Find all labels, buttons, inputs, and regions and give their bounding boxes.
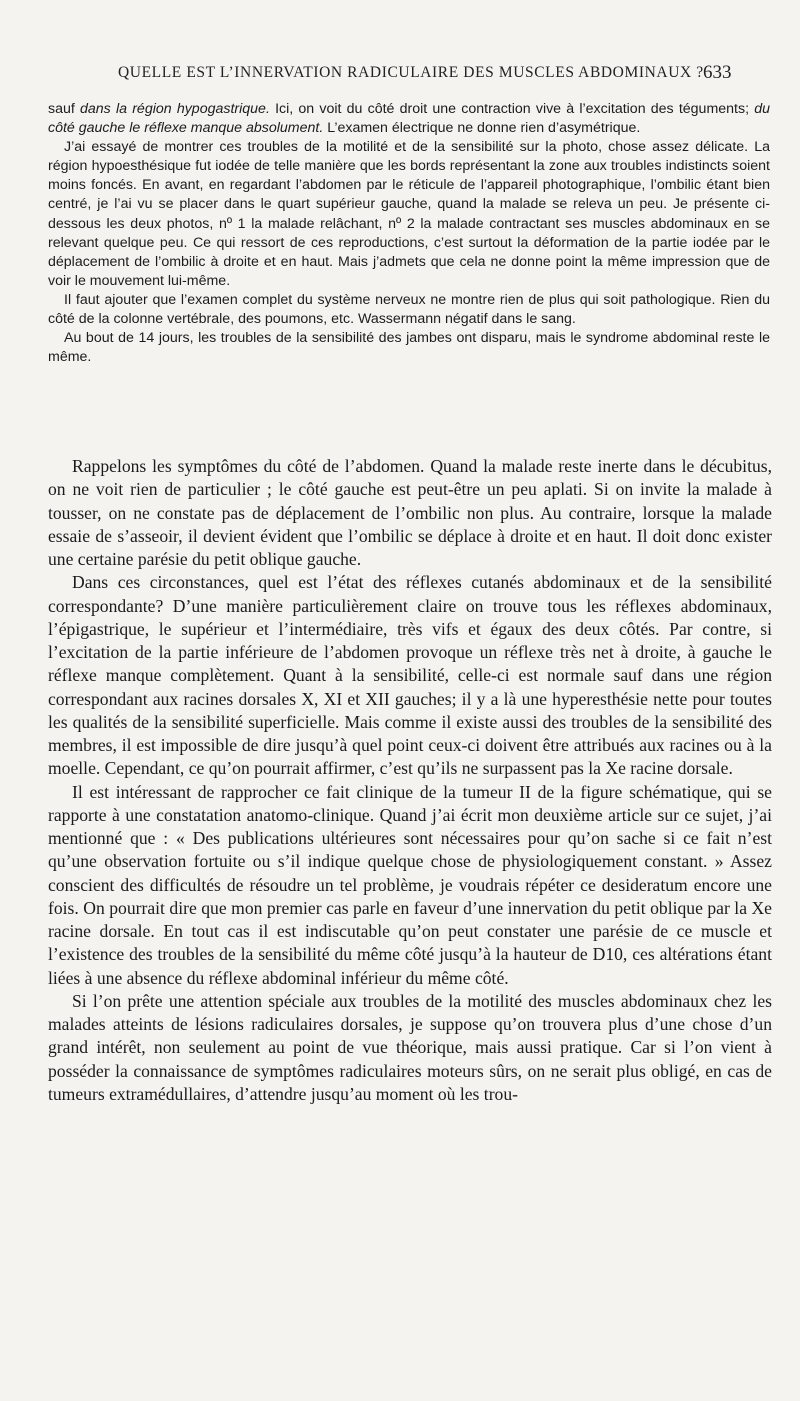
small-paragraph-4: Au bout de 14 jours, les troubles de la sensibilité des jambes ont disparu, mais le syndrome abdominal reste le même. xyxy=(48,330,770,366)
case-report-block xyxy=(48,100,770,367)
small-paragraph-3: Il faut ajouter que l’examen complet du système nerveux ne montre rien de plus qui soit pathologique. Rien du côté de la colonne vertébrale, des poumons, etc. Wassermann négatif dans le sang. xyxy=(48,291,770,328)
small-paragraph-1-pre: sauf xyxy=(48,101,81,117)
small-paragraph-1 xyxy=(48,100,770,138)
main-paragraph-1: Rappelons les symptômes du côté de l’abdomen. Quand la malade reste inerte dans le décubitus, on ne voit rien de particulier ; le côté gauche est peut-être un peu aplati. Si on invite la malade à tousser, on ne constate pas de déplacement de l’ombilic non plus. Au contraire, lorsque la malade essaie de s’asseoir, il devient évident que l’ombilic se déplace à droite et en haut. Il doit donc exister une certaine parésie du petit oblique gauche. xyxy=(48,456,772,569)
small-paragraph-1-mid: Ici, on voit du côté droit une contraction vive à l’excitation des téguments; xyxy=(269,101,755,117)
main-text-block xyxy=(48,455,772,1106)
main-paragraph-3: Il est intéressant de rapprocher ce fait clinique de la tumeur II de la figure schématique, qui se rapporte à une constatation anatomo-clinique. Quand j’ai écrit mon deuxième article sur ce sujet, j’ai mentionné que : « Des publications ultérieures sont nécessaires pour qu’on sache si ce fait n’est qu’une observation fortuite ou s’il indique quelque chose de physiologiquement constant. » Assez conscient des difficultés de résoudre un tel problème, je voudrais répéter ce desideratum encore une fois. On pourrait dire que mon premier cas parle en faveur d’une innervation du petit oblique par la Xe racine dorsale. En tout cas il est indiscutable qu’on peut constater une parésie de ce muscle et l’existence des troubles de la sensibilité du même côté jusqu’à la hauteur de D10, ces altérations étant liées à une absence du réflexe abdominal inférieur du même côté. xyxy=(48,781,772,988)
running-title: QUELLE EST L’INNERVATION RADICULAIRE DES MUSCLES ABDOMINAUX ? xyxy=(118,64,704,81)
small-paragraph-1-em2: du côté gauche le réflexe manque absolument. xyxy=(48,101,770,137)
main-paragraph-2: Dans ces circonstances, quel est l’état des réflexes cutanés abdominaux et de la sensibilité correspondante? D’une manière particulièrement claire on trouve tous les réflexes abdominaux, l’épigastrique, le supérieur et l’intermédiaire, très vifs et égaux des deux côtés. Par contre, si l’excitation de la partie inférieure de l’abdomen provoque un réflexe très net à droite, à gauche le réflexe manque complètement. Quant à la sensibilité, celle-ci est normale sauf dans une région correspondant aux racines dorsales X, XI et XII gauches; il y a là une hyperesthésie nette pour toutes les qualités de la sensibilité superficielle. Mais comme il existe aussi des troubles de la sensibilité des membres, il est impossible de dire jusqu’à quel point ceux-ci doivent être attribués aux racines ou à la moelle. Cependant, ce qu’on pourrait affirmer, c’est qu’ils ne surpassent pas la Xe racine dorsale. xyxy=(48,572,772,779)
small-paragraph-2: J’ai essayé de montrer ces troubles de la motilité et de la sensibilité sur la photo, chose assez délicate. La région hypoesthésique fut iodée de telle manière que les bords représentant la zone aux troubles indistincts soient moins foncés. En avant, en regardant l’abdomen par le réticule de l’appareil photographique, l’ombilic étant bien centré, je l’ai vu se placer dans le quart supérieur gauche, quand la malade se releva un peu. Je présente ci-dessous les deux photos, nº 1 la malade relâchant, nº 2 la malade contractant ses muscles abdominaux en se relevant quelque peu. Ce qui ressort de ces reproductions, c’est surtout la déformation de la partie iodée par le déplacement de l’ombilic à droite et en haut. Mais j’admets que cela ne donne point la même impression que de voir le mouvement lui-même. xyxy=(48,139,770,289)
small-paragraph-1-post: L’examen électrique ne donne rien d’asymétrique. xyxy=(323,120,641,137)
main-paragraph-4: Si l’on prête une attention spéciale aux troubles de la motilité des muscles abdominaux chez les malades atteints de lésions radiculaires dorsales, je suppose qu’on trouvera plus d’une chose d’un grand intérêt, non seulement au point de vue théorique, mais aussi pratique. Car si l’on vient à posséder la connaissance de symptômes radiculaires moteurs sûrs, on ne serait plus obligé, en cas de tumeurs extramédullaires, d’attendre jusqu’au moment où les trou- xyxy=(48,990,772,1104)
small-paragraph-1-em1: dans la région hypogastrique. xyxy=(80,101,270,117)
page-number: 633 xyxy=(703,62,732,83)
